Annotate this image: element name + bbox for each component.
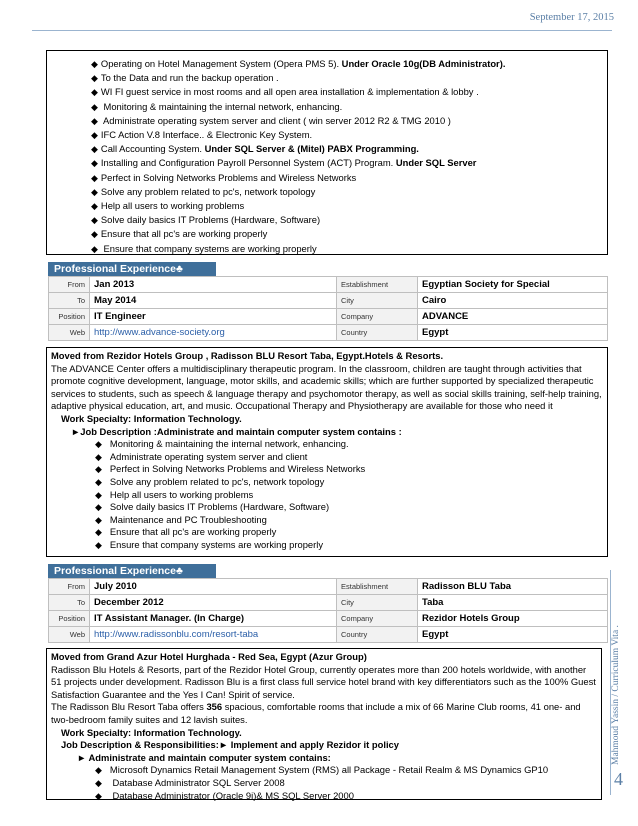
table-row bbox=[49, 627, 608, 643]
list-item: ◆ Solve daily basics IT Problems (Hardware, Software) bbox=[91, 213, 607, 227]
administrate-heading: ► Administrate and maintain computer system contains: bbox=[77, 751, 331, 763]
to-label: To bbox=[49, 293, 90, 309]
city-value: Taba bbox=[418, 595, 608, 611]
section-title-experience-2: Professional Experience♣ bbox=[48, 564, 216, 578]
experience-2-table bbox=[48, 578, 608, 643]
header-date: September 17, 2015 bbox=[529, 12, 614, 23]
city-label: City bbox=[337, 293, 418, 309]
to-label: To bbox=[49, 595, 90, 611]
establishment-value: Radisson BLU Taba bbox=[418, 579, 608, 595]
list-item: ◆ Solve daily basics IT Problems (Hardware, Software) bbox=[95, 501, 603, 514]
from-label: From bbox=[49, 579, 90, 595]
table-row bbox=[49, 309, 608, 325]
list-item: ◆ Ensure that all pc's are working properly bbox=[95, 526, 603, 539]
city-label: City bbox=[337, 595, 418, 611]
web-label: Web bbox=[49, 627, 90, 643]
establishment-label: Establishment bbox=[337, 579, 418, 595]
table-row bbox=[49, 277, 608, 293]
from-value: July 2010 bbox=[90, 579, 337, 595]
sidebar bbox=[606, 570, 626, 780]
job-bullet-list bbox=[95, 438, 603, 551]
list-item: ◆ To the Data and run the backup operation . bbox=[91, 71, 607, 85]
country-value: Egypt bbox=[418, 325, 608, 341]
web-link[interactable]: http://www.radissonblu.com/resort-taba bbox=[90, 627, 337, 643]
description-text-rooms: The Radisson Blu Resort Taba offers 356 spacious, comfortable rooms that include a mix of 66 Marine Club rooms, 41 one- and two-bedroom family suites and 12 lavish suites. bbox=[51, 701, 581, 725]
country-value: Egypt bbox=[418, 627, 608, 643]
list-item: ◆ Perfect in Solving Networks Problems and Wireless Networks bbox=[91, 171, 607, 185]
sidebar-name: Mahmoud Yassin / Curriculum Vita . bbox=[611, 625, 621, 765]
list-item: ◆ WI FI guest service in most rooms and all open area installation & implementation & lobby . bbox=[91, 85, 607, 99]
page-number: 4 bbox=[614, 769, 623, 789]
list-item: ◆ Solve any problem related to pc's, network topology bbox=[95, 476, 603, 489]
list-item: ◆ Operating on Hotel Management System (Opera PMS 5). Under Oracle 10g(DB Administrator). bbox=[91, 57, 607, 71]
to-value: May 2014 bbox=[90, 293, 337, 309]
position-value: IT Assistant Manager. (In Charge) bbox=[90, 611, 337, 627]
experience-1-description bbox=[46, 347, 608, 557]
list-item: ◆ Maintenance and PC Troubleshooting bbox=[95, 514, 603, 527]
job-description: ►Job Description :Administrate and maintain computer system contains : bbox=[71, 425, 402, 437]
description-title: Moved from Rezidor Hotels Group , Radisson BLU Resort Taba, Egypt.Hotels & Resorts. bbox=[51, 350, 444, 361]
list-item: ◆ Database Administrator (Oracle 9i)& MS SQL Server 2000 bbox=[95, 790, 597, 803]
table-row bbox=[49, 579, 608, 595]
description-title: Moved from Grand Azur Hotel Hurghada - Red Sea, Egypt (Azur Group) bbox=[51, 651, 367, 662]
list-item: ◆ Administrate operating system server and client ( win server 2012 R2 & TMG 2010 ) bbox=[91, 114, 607, 128]
establishment-label: Establishment bbox=[337, 277, 418, 293]
table-row bbox=[49, 595, 608, 611]
work-specialty: Work Specialty: Information Technology. bbox=[61, 726, 242, 738]
from-value: Jan 2013 bbox=[90, 277, 337, 293]
company-value: ADVANCE bbox=[418, 309, 608, 325]
position-label: Position bbox=[49, 611, 90, 627]
list-item: ◆ Database Administrator SQL Server 2008 bbox=[95, 777, 597, 790]
country-label: Country bbox=[337, 627, 418, 643]
experience-1-table bbox=[48, 276, 608, 341]
list-item: ◆ Administrate operating system server and client bbox=[95, 451, 603, 464]
list-item: ◆ Microsoft Dynamics Retail Management System (RMS) all Package - Retail Realm & MS Dynamics GP10 bbox=[95, 764, 597, 777]
description-text: Radisson Blu Hotels & Resorts, part of the Rezidor Hotel Group, currently operates more than 200 hotels worldwide, with another 51 projects under development. Radisson Blu is a first class full service hotel brand with key differentiators such as the 100% Guest Satisfaction Guarantee and the Yes I Can! Spirit of service. bbox=[51, 663, 596, 700]
table-row bbox=[49, 325, 608, 341]
company-label: Company bbox=[337, 309, 418, 325]
from-label: From bbox=[49, 277, 90, 293]
to-value: December 2012 bbox=[90, 595, 337, 611]
list-item: ◆ Ensure that company systems are working properly bbox=[95, 539, 603, 552]
work-specialty: Work Specialty: Information Technology. bbox=[61, 412, 242, 424]
table-row bbox=[49, 293, 608, 309]
job-bullet-list bbox=[95, 764, 597, 802]
job-description: Job Description & Responsibilities:► Implement and apply Rezidor it policy bbox=[61, 739, 399, 751]
list-item: ◆ Call Accounting System. Under SQL Server & (Mitel) PABX Programming. bbox=[91, 142, 607, 156]
list-item: ◆ Perfect in Solving Networks Problems and Wireless Networks bbox=[95, 463, 603, 476]
list-item: ◆ Help all users to working problems bbox=[91, 199, 607, 213]
list-item: ◆ Monitoring & maintaining the internal network, enhancing. bbox=[95, 438, 603, 451]
country-label: Country bbox=[337, 325, 418, 341]
list-item: ◆ Installing and Configuration Payroll Personnel System (ACT) Program. Under SQL Server bbox=[91, 156, 607, 170]
header-rule bbox=[32, 30, 612, 31]
list-item: ◆ Solve any problem related to pc's, network topology bbox=[91, 185, 607, 199]
top-bullets-box bbox=[46, 50, 608, 255]
position-value: IT Engineer bbox=[90, 309, 337, 325]
list-item: ◆ IFC Action V.8 Interface.. & Electronic Key System. bbox=[91, 128, 607, 142]
company-label: Company bbox=[337, 611, 418, 627]
list-item: ◆ Ensure that all pc's are working properly bbox=[91, 227, 607, 241]
top-bullet-list bbox=[91, 57, 607, 256]
company-value: Rezidor Hotels Group bbox=[418, 611, 608, 627]
web-label: Web bbox=[49, 325, 90, 341]
experience-2-description bbox=[46, 648, 602, 800]
list-item: ◆ Ensure that company systems are working properly bbox=[91, 242, 607, 256]
section-title-experience-1: Professional Experience♣ bbox=[48, 262, 216, 276]
list-item: ◆ Help all users to working problems bbox=[95, 489, 603, 502]
position-label: Position bbox=[49, 309, 90, 325]
establishment-value: Egyptian Society for Special bbox=[418, 277, 608, 293]
list-item: ◆ Monitoring & maintaining the internal network, enhancing. bbox=[91, 100, 607, 114]
city-value: Cairo bbox=[418, 293, 608, 309]
web-link[interactable]: http://www.advance-society.org bbox=[90, 325, 337, 341]
description-text: The ADVANCE Center offers a multidisciplinary therapeutic program. In the classroom, children are taught through activities that promote cognitive development, language, motor skills, and academic skills; which are further supported by specialized therapeutic services to students, such as speech & language therapy and psychomotor therapy, as well as social skills training, self-help training, adaptive physical education, art, and music. Occupational Therapy and Physiotherapy are available for those who need it bbox=[51, 362, 602, 412]
table-row bbox=[49, 611, 608, 627]
